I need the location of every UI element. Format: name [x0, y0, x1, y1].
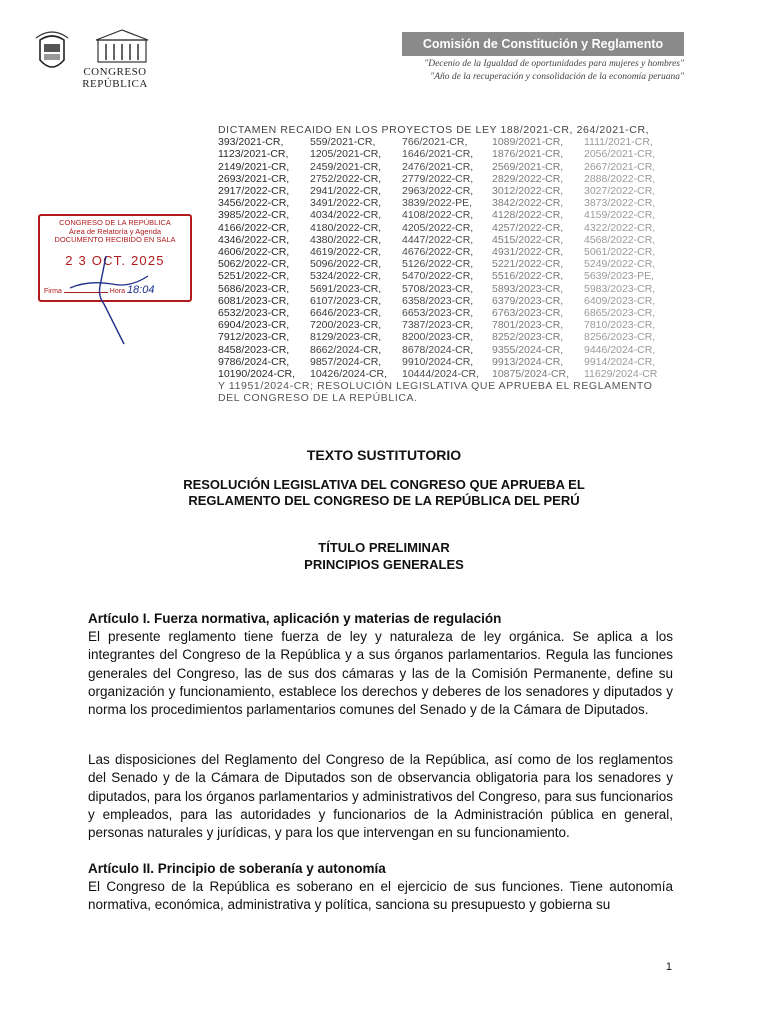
page-number: 1 [665, 961, 672, 973]
project-number: 2941/2022-CR, [310, 185, 382, 198]
project-number: 4166/2022-CR, [218, 221, 290, 234]
project-number: 5983/2023-CR, [584, 282, 656, 295]
project-number: 2693/2021-CR, [218, 172, 290, 185]
stamp-line-2: Área de Relatoría y Agenda [68, 226, 162, 236]
project-number: 5249/2022-CR, [584, 258, 656, 271]
project-number: 8252/2023-CR, [492, 331, 564, 344]
project-row [218, 209, 672, 221]
stamp-firma-label: Firma [44, 287, 62, 295]
project-number: 9914/2024-CR, [584, 355, 656, 368]
stamp-hora-label: Hora [109, 287, 125, 295]
project-number: 3027/2022-CR, [584, 185, 656, 198]
project-row [218, 344, 672, 356]
projects-table [218, 136, 672, 380]
project-number: 5061/2022-CR, [584, 246, 656, 259]
project-number: 6358/2023-CR, [402, 294, 474, 307]
project-row [218, 319, 672, 331]
project-number: 9910/2024-CR, [402, 355, 474, 368]
project-number: 2779/2022-CR, [402, 172, 474, 185]
project-number: 10444/2024-CR, [402, 368, 480, 381]
project-number: 5639/2023-PE, [584, 270, 655, 283]
logo-text [80, 66, 150, 90]
projects-outro-2: DEL CONGRESO DE LA REPÚBLICA. [218, 392, 418, 405]
project-row [218, 356, 672, 368]
project-number: 4676/2022-CR, [402, 246, 474, 259]
project-number: 4108/2022-CR, [402, 209, 474, 222]
project-number: 7801/2023-CR, [492, 319, 564, 332]
article-2-title: Artículo II. Principio de soberanía y autonomía [88, 861, 386, 876]
project-number: 2917/2022-CR, [218, 185, 290, 198]
project-number: 6379/2023-CR, [492, 294, 564, 307]
project-number: 2963/2022-CR, [402, 185, 474, 198]
project-number: 8129/2023-CR, [310, 331, 382, 344]
projects-intro: DICTAMEN RECAIDO EN LOS PROYECTOS DE LEY 188/2021-CR, 264/2021-CR, [218, 124, 650, 136]
project-number: 4205/2022-CR, [402, 221, 474, 234]
project-number: 8458/2023-CR, [218, 343, 290, 356]
project-row [218, 270, 672, 282]
project-number: 4257/2022-CR, [492, 221, 564, 234]
project-number: 4619/2022-CR, [310, 246, 382, 259]
project-row [218, 136, 672, 148]
project-number: 2888/2022-CR, [584, 172, 656, 185]
project-number: 10875/2024-CR, [492, 368, 570, 381]
project-number: 3456/2022-CR, [218, 197, 290, 210]
texto-sustitutorio-title: TEXTO SUSTITUTORIO [306, 447, 462, 463]
project-number: 7200/2023-CR, [310, 319, 382, 332]
project-number: 5096/2022-CR, [310, 258, 382, 271]
project-row [218, 368, 672, 380]
project-number: 393/2021-CR, [218, 136, 284, 149]
project-number: 2056/2021-CR, [584, 148, 656, 161]
motto-decade: "Decenio de la Igualdad de oportunidades para mujeres y hombres" [424, 59, 684, 69]
project-number: 5516/2022-CR, [492, 270, 564, 283]
stamp-date: 2 3 OCT. 2025 [65, 252, 165, 268]
project-number: 1876/2021-CR, [492, 148, 564, 161]
project-row [218, 234, 672, 246]
handwritten-signature-icon [60, 236, 160, 354]
logo-text-republica: REPÚBLICA [82, 78, 148, 90]
project-number: 5324/2022-CR, [310, 270, 382, 283]
project-number: 1205/2021-CR, [310, 148, 382, 161]
project-row [218, 283, 672, 295]
article-1-title: Artículo I. Fuerza normativa, aplicación y materias de regulación [88, 611, 502, 626]
principios-generales-heading: PRINCIPIOS GENERALES [304, 557, 464, 572]
project-number: 11629/2024-CR [584, 368, 658, 381]
project-number: 8678/2024-CR, [402, 343, 474, 356]
project-number: 1123/2021-CR, [218, 148, 289, 161]
project-number: 9446/2024-CR, [584, 343, 656, 356]
project-number: 6107/2023-CR, [310, 294, 382, 307]
project-number: 7810/2023-CR, [584, 319, 656, 332]
project-number: 3012/2022-CR, [492, 185, 564, 198]
project-number: 10190/2024-CR, [218, 368, 296, 381]
project-number: 1646/2021-CR, [402, 148, 474, 161]
project-number: 3839/2022-PE, [402, 197, 473, 210]
project-number: 9355/2024-CR, [492, 343, 564, 356]
project-number: 1111/2021-CR, [584, 136, 653, 149]
project-number: 6409/2023-CR, [584, 294, 656, 307]
project-number: 9857/2024-CR, [310, 355, 382, 368]
project-number: 5126/2022-CR, [402, 258, 474, 271]
project-number: 2667/2021-CR, [584, 160, 656, 173]
project-row [218, 222, 672, 234]
project-number: 3842/2022-CR, [492, 197, 564, 210]
stamp-hora-value: 18:04 [126, 283, 155, 296]
project-number: 5686/2023-CR, [218, 282, 290, 295]
project-number: 4447/2022-CR, [402, 233, 474, 246]
project-number: 766/2021-CR, [402, 136, 468, 149]
project-number: 5251/2022-CR, [218, 270, 290, 283]
project-number: 6865/2023-CR, [584, 307, 656, 320]
project-number: 7912/2023-CR, [218, 331, 290, 344]
project-number: 5691/2023-CR, [310, 282, 382, 295]
project-number: 4931/2022-CR, [492, 246, 564, 259]
stamp-line-3: DOCUMENTO RECIBIDO EN SALA [54, 235, 176, 244]
article-1-paragraph-2: Las disposiciones del Reglamento del Congreso de la República, así como de los reglamentos del Senado y de la Cámara de Diputados son de observancia obligatoria para los senadores y diputados, para los órganos parlamentarios y administrativos del Congreso, para sus funcionarios y empleados, para las autoridades y funcionarios de la Administración pública en general, personas naturales y jurídicas, y para los que intervengan en su funcionamiento. [88, 752, 673, 841]
project-number: 6904/2023-CR, [218, 319, 290, 332]
project-number: 2569/2021-CR, [492, 160, 564, 173]
project-row [218, 148, 672, 160]
project-number: 2476/2021-CR, [402, 160, 474, 173]
project-number: 6763/2023-CR, [492, 307, 564, 320]
titulo-preliminar-heading: TÍTULO PRELIMINAR [318, 540, 450, 555]
project-row [218, 295, 672, 307]
project-number: 4606/2022-CR, [218, 246, 290, 259]
stamp-line-1: CONGRESO DE LA REPÚBLICA [59, 218, 171, 227]
project-row [218, 258, 672, 270]
project-number: 9786/2024-CR, [218, 355, 290, 368]
article-2-paragraph-1: El Congreso de la República es soberano en el ejercicio de sus funciones. Tiene autonomía normativa, económica, administrativa y política, sanciona su presupuesto y gobierna su [88, 879, 673, 913]
project-number: 4568/2022-CR, [584, 233, 656, 246]
commission-banner: Comisión de Constitución y Reglamento [402, 32, 684, 56]
project-number: 559/2021-CR, [310, 136, 376, 149]
project-number: 4322/2022-CR, [584, 221, 656, 234]
project-number: 8662/2024-CR, [310, 343, 382, 356]
project-number: 6532/2023-CR, [218, 307, 290, 320]
logo-text-congreso: CONGRESO [83, 66, 147, 78]
project-row [218, 185, 672, 197]
project-number: 4346/2022-CR, [218, 233, 290, 246]
project-number: 4515/2022-CR, [492, 233, 564, 246]
project-number: 7387/2023-CR, [402, 319, 474, 332]
project-row [218, 197, 672, 209]
project-number: 5470/2022-CR, [402, 270, 474, 283]
motto-year: "Año de la recuperación y consolidación de la economía peruana" [430, 72, 684, 82]
project-number: 9913/2024-CR, [492, 355, 564, 368]
resolution-title-line-2: REGLAMENTO DEL CONGRESO DE LA REPÚBLICA DEL PERÚ [188, 493, 580, 508]
project-number: 2752/2022-CR, [310, 172, 382, 185]
project-number: 6653/2023-CR, [402, 307, 474, 320]
project-number: 3491/2022-CR, [310, 197, 382, 210]
project-number: 8200/2023-CR, [402, 331, 474, 344]
project-row [218, 331, 672, 343]
project-row [218, 161, 672, 173]
project-number: 5062/2022-CR, [218, 258, 290, 271]
project-number: 4034/2022-CR, [310, 209, 382, 222]
project-number: 6081/2023-CR, [218, 294, 290, 307]
project-number: 4128/2022-CR, [492, 209, 564, 222]
project-number: 2829/2022-CR, [492, 172, 564, 185]
project-number: 4159/2022-CR, [584, 209, 656, 222]
project-number: 3985/2022-CR, [218, 209, 290, 222]
projects-outro-1: Y 11951/2024-CR; RESOLUCIÓN LEGISLATIVA QUE APRUEBA EL REGLAMENTO [218, 380, 653, 393]
project-row [218, 246, 672, 258]
project-row [218, 307, 672, 319]
project-number: 5893/2023-CR, [492, 282, 564, 295]
project-row [218, 173, 672, 185]
project-number: 4380/2022-CR, [310, 233, 382, 246]
project-number: 5708/2023-CR, [402, 282, 474, 295]
project-number: 10426/2024-CR, [310, 368, 388, 381]
project-number: 8256/2023-CR, [584, 331, 656, 344]
project-number: 4180/2022-CR, [310, 221, 382, 234]
projects-block [218, 124, 672, 405]
article-1-paragraph-1: El presente reglamento tiene fuerza de ley y naturaleza de ley orgánica. Se aplica a los integrantes del Congreso de la República y a sus órganos parlamentarios. Regula las funciones generales del Congreso, las de sus dos cámaras y las de la Comisión Permanente, define su organización y funcionamiento, establece los derechos y deberes de los senadores y diputados y norma los procedimientos parlamentarios comunes del Senado y de la Cámara de Diputados. [88, 629, 673, 718]
project-number: 2149/2021-CR, [218, 160, 290, 173]
project-number: 1089/2021-CR, [492, 136, 564, 149]
project-number: 5221/2022-CR, [492, 258, 564, 271]
project-number: 6646/2023-CR, [310, 307, 382, 320]
project-number: 3873/2022-CR, [584, 197, 656, 210]
project-number: 2459/2021-CR, [310, 160, 382, 173]
resolution-title-line-1: RESOLUCIÓN LEGISLATIVA DEL CONGRESO QUE APRUEBA EL [183, 477, 585, 492]
